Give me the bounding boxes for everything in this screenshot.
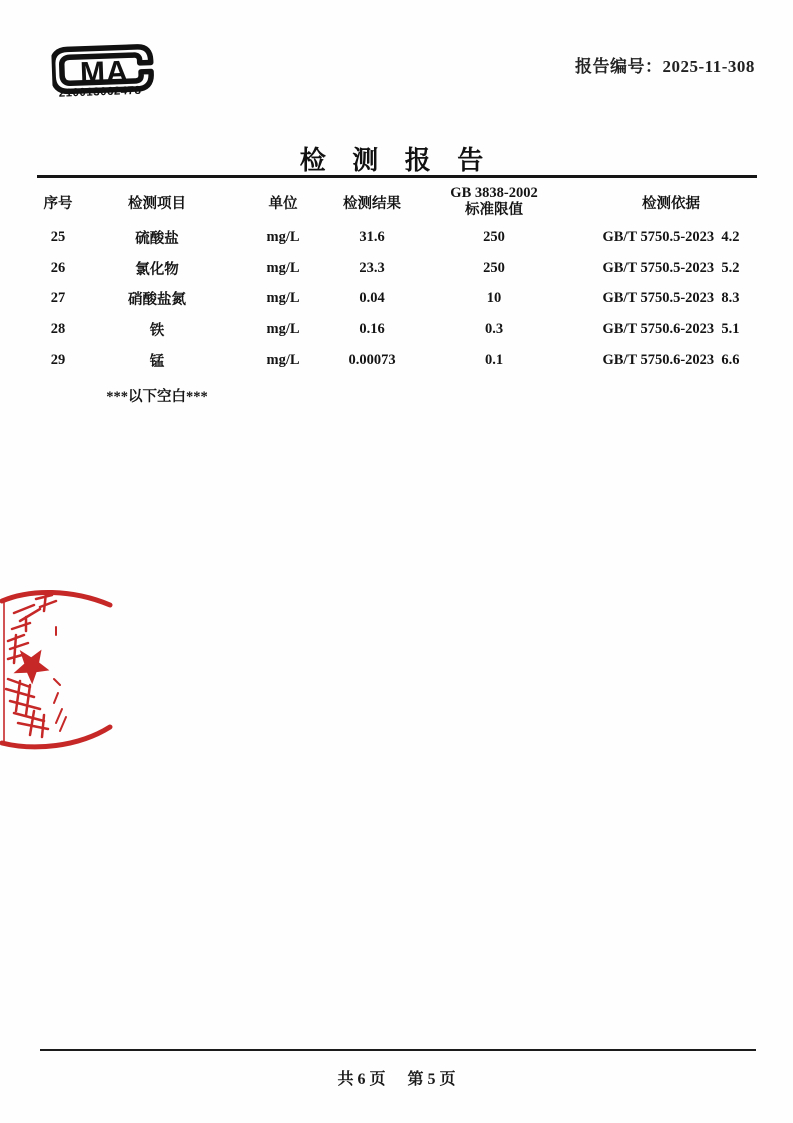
- table-cell: 0.3: [484, 320, 504, 337]
- table-cell: GB/T 5750.6-2023 6.6: [602, 351, 740, 368]
- footer-current-page: 第 5 页: [407, 1071, 456, 1088]
- svg-text:MA: MA: [79, 55, 130, 90]
- column-header-unit: 单位: [268, 195, 298, 212]
- table-cell: GB/T 5750.5-2023 8.3: [602, 289, 740, 306]
- footer-divider: [40, 1049, 756, 1051]
- table-cell: 锰: [149, 353, 165, 370]
- report-number-value: 2025-11-308: [662, 57, 755, 76]
- table-cell: 0.04: [359, 289, 385, 306]
- table-row: [0, 228, 793, 246]
- table-end-note: ***以下空白***: [106, 389, 208, 405]
- table-cell: mg/L: [266, 320, 300, 337]
- table-cell: mg/L: [266, 259, 300, 276]
- report-number: [575, 52, 775, 77]
- table-cell: 硝酸盐氮: [128, 291, 186, 308]
- table-cell: 250: [483, 259, 505, 276]
- table-cell: 250: [483, 228, 505, 245]
- table-cell: 23.3: [359, 259, 385, 276]
- column-header-seq: 序号: [43, 195, 73, 212]
- table-row: [0, 320, 793, 338]
- table-cell: GB/T 5750.5-2023 5.2: [602, 259, 740, 276]
- table-cell: mg/L: [266, 228, 300, 245]
- page-footer: [0, 1066, 793, 1089]
- seal-icon: [0, 583, 118, 755]
- table-cell: mg/L: [266, 351, 300, 368]
- cma-cert-number: 210013062478: [58, 84, 142, 100]
- table-cell: 0.1: [484, 351, 504, 368]
- column-header-limit-line2: 标准限值: [465, 202, 523, 218]
- column-header-limit-line1: GB 3838-2002: [450, 185, 538, 201]
- table-row: [0, 351, 793, 369]
- table-cell: 27: [50, 289, 66, 306]
- footer-total-pages: 共 6 页: [337, 1071, 386, 1088]
- table-cell: GB/T 5750.6-2023 5.1: [602, 320, 740, 337]
- table-cell: 29: [50, 351, 66, 368]
- column-header-result: 检测结果: [343, 195, 401, 212]
- table-cell: 硫酸盐: [135, 230, 179, 247]
- official-seal-stamp: [0, 583, 118, 755]
- table-row: [0, 289, 793, 307]
- column-header-basis: 检测依据: [642, 195, 700, 212]
- table-header: [0, 183, 793, 221]
- cma-mark: [51, 38, 163, 104]
- table-cell: 铁: [149, 322, 165, 339]
- table-cell: 28: [50, 320, 66, 337]
- table-cell: 0.16: [359, 320, 385, 337]
- table-cell: 26: [50, 259, 66, 276]
- page-title: 检 测 报 告: [299, 146, 494, 175]
- seal-star-icon: [12, 644, 54, 688]
- column-header-item: 检测项目: [128, 195, 186, 212]
- title-divider: [37, 175, 757, 178]
- column-header-limit: [424, 183, 564, 221]
- report-number-label: 报告编号：: [575, 57, 663, 76]
- table-cell: mg/L: [266, 289, 300, 306]
- table-row: [0, 259, 793, 277]
- table-cell: GB/T 5750.5-2023 4.2: [602, 228, 740, 245]
- table-cell: 10: [486, 289, 502, 306]
- table-cell: 31.6: [359, 228, 385, 245]
- table-cell: 25: [50, 228, 66, 245]
- table-cell: 0.00073: [348, 351, 396, 368]
- table-cell: 氯化物: [135, 261, 179, 278]
